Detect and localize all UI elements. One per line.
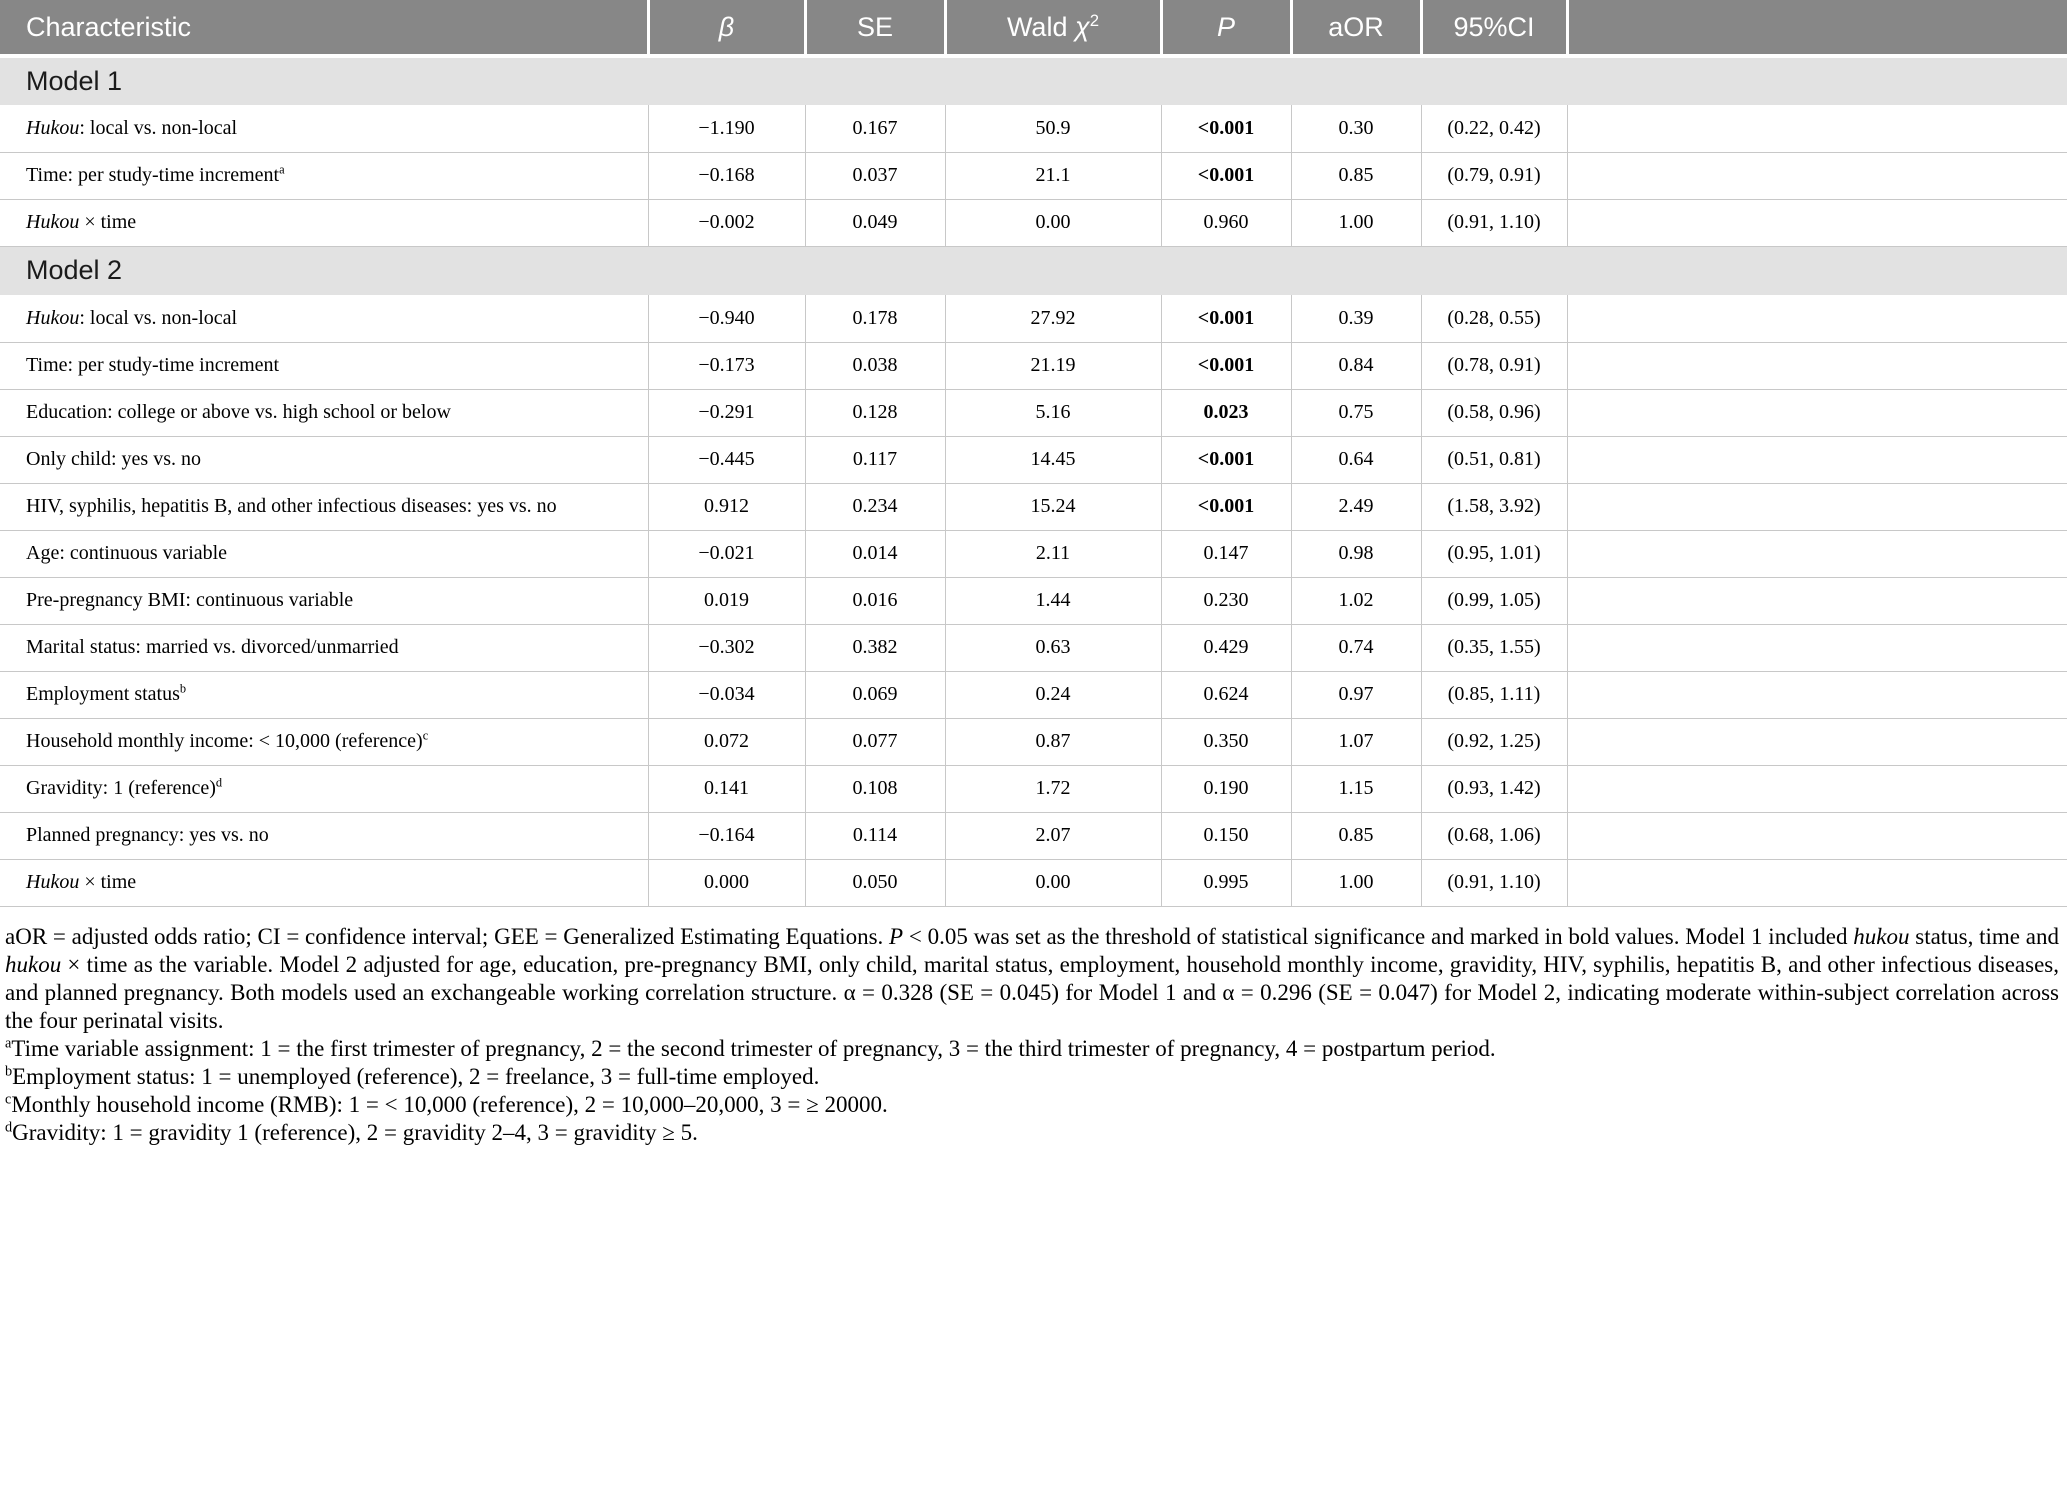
- cell-se: 0.077: [805, 718, 945, 765]
- cell-ci: (0.58, 0.96): [1421, 389, 1567, 436]
- cell-aor: 0.64: [1291, 436, 1421, 483]
- table-row: [0, 718, 2067, 765]
- cell-beta: −0.445: [648, 436, 805, 483]
- cell-p: 0.429: [1161, 624, 1291, 671]
- cell-p: <0.001: [1161, 105, 1291, 152]
- cell-filler: [1567, 718, 2067, 765]
- cell-se: 0.016: [805, 577, 945, 624]
- cell-p: <0.001: [1161, 436, 1291, 483]
- cell-aor: 0.97: [1291, 671, 1421, 718]
- table-row: [0, 199, 2067, 246]
- table-row: [0, 530, 2067, 577]
- cell-se: 0.037: [805, 152, 945, 199]
- footnote-4: $^c$Monthly household income (RMB): 1 = < 10,000 (reference), 2 = 10,000–20,000, 3 = ≥ 20000.: [5, 1090, 888, 1117]
- cell-aor: 0.30: [1291, 105, 1421, 152]
- column-header-p: P: [1161, 0, 1291, 56]
- cell-ci: (0.79, 0.91): [1421, 152, 1567, 199]
- table-row: [0, 436, 2067, 483]
- cell-aor: 0.85: [1291, 812, 1421, 859]
- footnote-5: $^d$Gravidity: 1 = gravidity 1 (reference), 2 = gravidity 2–4, 3 = gravidity ≥ 5.: [5, 1118, 698, 1145]
- cell-characteristic: Hukou: local vs. non-local: [0, 295, 648, 342]
- table-body: [0, 56, 2067, 906]
- cell-ci: (0.22, 0.42): [1421, 105, 1567, 152]
- cell-filler: [1567, 624, 2067, 671]
- cell-p: <0.001: [1161, 295, 1291, 342]
- table-row: [0, 624, 2067, 671]
- cell-p: 0.624: [1161, 671, 1291, 718]
- cell-filler: [1567, 436, 2067, 483]
- cell-filler: [1567, 671, 2067, 718]
- cell-ci: (0.85, 1.11): [1421, 671, 1567, 718]
- table-row: [0, 295, 2067, 342]
- cell-beta: 0.072: [648, 718, 805, 765]
- table-row: [0, 152, 2067, 199]
- cell-aor: 0.75: [1291, 389, 1421, 436]
- column-header-aor: aOR: [1291, 0, 1421, 56]
- cell-characteristic: Age: continuous variable: [0, 530, 648, 577]
- cell-characteristic: Planned pregnancy: yes vs. no: [0, 812, 648, 859]
- cell-se: 0.050: [805, 859, 945, 906]
- cell-filler: [1567, 389, 2067, 436]
- cell-p: <0.001: [1161, 152, 1291, 199]
- section-title: Model 1: [0, 56, 2067, 105]
- footnote-2: $^a$Time variable assignment: 1 = the first trimester of pregnancy, 2 = the second trimester of pregnancy, 3 = the third trimester of pregnancy, 4 = postpartum period.: [5, 1034, 1496, 1061]
- cell-characteristic: Gravidity: 1 (reference)$^d$: [0, 765, 648, 812]
- cell-p: 0.023: [1161, 389, 1291, 436]
- table-row: [0, 671, 2067, 718]
- cell-wald: 0.24: [945, 671, 1161, 718]
- header-row: [0, 0, 2067, 56]
- cell-p: <0.001: [1161, 342, 1291, 389]
- cell-characteristic: Hukou: local vs. non-local: [0, 105, 648, 152]
- cell-aor: 0.98: [1291, 530, 1421, 577]
- cell-se: 0.038: [805, 342, 945, 389]
- column-header-filler: [1567, 0, 2067, 56]
- cell-beta: −0.034: [648, 671, 805, 718]
- cell-p: <0.001: [1161, 483, 1291, 530]
- cell-beta: 0.019: [648, 577, 805, 624]
- cell-ci: (0.78, 0.91): [1421, 342, 1567, 389]
- cell-beta: 0.141: [648, 765, 805, 812]
- cell-p: 0.995: [1161, 859, 1291, 906]
- cell-characteristic: Hukou × time: [0, 199, 648, 246]
- footnote-1: aOR = adjusted odds ratio; CI = confidence interval; GEE = Generalized Estimating Equations. P < 0.05 was set as the threshold of statistical significance and marked in bold values. Model 1 included hukou status, time and hukou × time as the variable. Model 2 adjusted for age, education, pre-pregnancy BMI, only child, marital status, employment, household monthly income, gravidity, HIV, syphilis, hepatitis B, and other infectious diseases, and planned pregnancy. Both models used an exchangeable working correlation structure. α = 0.328 (SE = 0.045) for Model 1 and α = 0.296 (SE = 0.047) for Model 2, indicating moderate within-subject correlation across the four perinatal visits.: [5, 923, 2059, 1033]
- section-row: [0, 56, 2067, 105]
- cell-se: 0.108: [805, 765, 945, 812]
- table-row: [0, 577, 2067, 624]
- column-header-wald: Wald $\chi^2$: [945, 0, 1161, 56]
- cell-characteristic: Time: per study-time increment$^a$: [0, 152, 648, 199]
- cell-ci: (0.28, 0.55): [1421, 295, 1567, 342]
- cell-ci: (0.99, 1.05): [1421, 577, 1567, 624]
- cell-wald: 1.72: [945, 765, 1161, 812]
- cell-se: 0.069: [805, 671, 945, 718]
- cell-wald: 1.44: [945, 577, 1161, 624]
- cell-wald: 2.07: [945, 812, 1161, 859]
- cell-wald: 0.00: [945, 859, 1161, 906]
- section-title: Model 2: [0, 246, 2067, 295]
- cell-se: 0.382: [805, 624, 945, 671]
- cell-characteristic: Time: per study-time increment: [0, 342, 648, 389]
- cell-filler: [1567, 152, 2067, 199]
- cell-beta: 0.912: [648, 483, 805, 530]
- table-header: [0, 0, 2067, 56]
- table-row: [0, 483, 2067, 530]
- cell-ci: (0.95, 1.01): [1421, 530, 1567, 577]
- cell-p: 0.230: [1161, 577, 1291, 624]
- cell-wald: 0.63: [945, 624, 1161, 671]
- cell-filler: [1567, 812, 2067, 859]
- cell-filler: [1567, 483, 2067, 530]
- cell-filler: [1567, 199, 2067, 246]
- cell-wald: 0.87: [945, 718, 1161, 765]
- table-row: [0, 765, 2067, 812]
- cell-filler: [1567, 295, 2067, 342]
- cell-aor: 1.07: [1291, 718, 1421, 765]
- cell-aor: 0.84: [1291, 342, 1421, 389]
- cell-se: 0.117: [805, 436, 945, 483]
- cell-beta: −0.164: [648, 812, 805, 859]
- cell-se: 0.014: [805, 530, 945, 577]
- cell-wald: 21.19: [945, 342, 1161, 389]
- cell-ci: (1.58, 3.92): [1421, 483, 1567, 530]
- table-row: [0, 105, 2067, 152]
- cell-ci: (0.51, 0.81): [1421, 436, 1567, 483]
- cell-ci: (0.92, 1.25): [1421, 718, 1567, 765]
- cell-filler: [1567, 105, 2067, 152]
- cell-beta: −0.168: [648, 152, 805, 199]
- cell-ci: (0.91, 1.10): [1421, 199, 1567, 246]
- table-row: [0, 389, 2067, 436]
- section-row: [0, 246, 2067, 295]
- cell-beta: −0.302: [648, 624, 805, 671]
- column-header-characteristic: Characteristic: [0, 0, 648, 56]
- cell-filler: [1567, 530, 2067, 577]
- cell-aor: 0.85: [1291, 152, 1421, 199]
- cell-characteristic: Pre-pregnancy BMI: continuous variable: [0, 577, 648, 624]
- cell-aor: 1.00: [1291, 199, 1421, 246]
- cell-wald: 15.24: [945, 483, 1161, 530]
- cell-se: 0.234: [805, 483, 945, 530]
- cell-beta: −0.291: [648, 389, 805, 436]
- cell-aor: 0.39: [1291, 295, 1421, 342]
- cell-aor: 1.15: [1291, 765, 1421, 812]
- footnote-3: $^b$Employment status: 1 = unemployed (reference), 2 = freelance, 3 = full-time employed.: [5, 1062, 820, 1089]
- column-header-ci: 95%CI: [1421, 0, 1567, 56]
- cell-filler: [1567, 859, 2067, 906]
- table-row: [0, 859, 2067, 906]
- cell-characteristic: Only child: yes vs. no: [0, 436, 648, 483]
- cell-wald: 2.11: [945, 530, 1161, 577]
- cell-p: 0.350: [1161, 718, 1291, 765]
- cell-aor: 2.49: [1291, 483, 1421, 530]
- cell-se: 0.178: [805, 295, 945, 342]
- cell-ci: (0.91, 1.10): [1421, 859, 1567, 906]
- cell-ci: (0.68, 1.06): [1421, 812, 1567, 859]
- cell-filler: [1567, 342, 2067, 389]
- cell-characteristic: Marital status: married vs. divorced/unmarried: [0, 624, 648, 671]
- cell-beta: −0.173: [648, 342, 805, 389]
- column-header-beta: β: [648, 0, 805, 56]
- cell-p: 0.147: [1161, 530, 1291, 577]
- cell-aor: 0.74: [1291, 624, 1421, 671]
- cell-beta: −0.002: [648, 199, 805, 246]
- cell-wald: 14.45: [945, 436, 1161, 483]
- cell-se: 0.049: [805, 199, 945, 246]
- cell-wald: 5.16: [945, 389, 1161, 436]
- cell-p: 0.190: [1161, 765, 1291, 812]
- cell-aor: 1.02: [1291, 577, 1421, 624]
- cell-ci: (0.93, 1.42): [1421, 765, 1567, 812]
- cell-se: 0.128: [805, 389, 945, 436]
- cell-se: 0.114: [805, 812, 945, 859]
- cell-wald: 50.9: [945, 105, 1161, 152]
- cell-ci: (0.35, 1.55): [1421, 624, 1567, 671]
- cell-wald: 27.92: [945, 295, 1161, 342]
- cell-beta: 0.000: [648, 859, 805, 906]
- cell-characteristic: Employment status$^b$: [0, 671, 648, 718]
- cell-se: 0.167: [805, 105, 945, 152]
- cell-beta: −1.190: [648, 105, 805, 152]
- cell-p: 0.960: [1161, 199, 1291, 246]
- cell-characteristic: Household monthly income: < 10,000 (reference)$^c$: [0, 718, 648, 765]
- cell-filler: [1567, 765, 2067, 812]
- cell-characteristic: Education: college or above vs. high school or below: [0, 389, 648, 436]
- cell-characteristic: Hukou × time: [0, 859, 648, 906]
- column-header-se: SE: [805, 0, 945, 56]
- cell-beta: −0.021: [648, 530, 805, 577]
- cell-characteristic: HIV, syphilis, hepatitis B, and other infectious diseases: yes vs. no: [0, 483, 648, 530]
- cell-aor: 1.00: [1291, 859, 1421, 906]
- cell-filler: [1567, 577, 2067, 624]
- cell-beta: −0.940: [648, 295, 805, 342]
- cell-p: 0.150: [1161, 812, 1291, 859]
- table-footnotes: [0, 907, 2067, 1147]
- cell-wald: 0.00: [945, 199, 1161, 246]
- table-row: [0, 812, 2067, 859]
- cell-wald: 21.1: [945, 152, 1161, 199]
- table-row: [0, 342, 2067, 389]
